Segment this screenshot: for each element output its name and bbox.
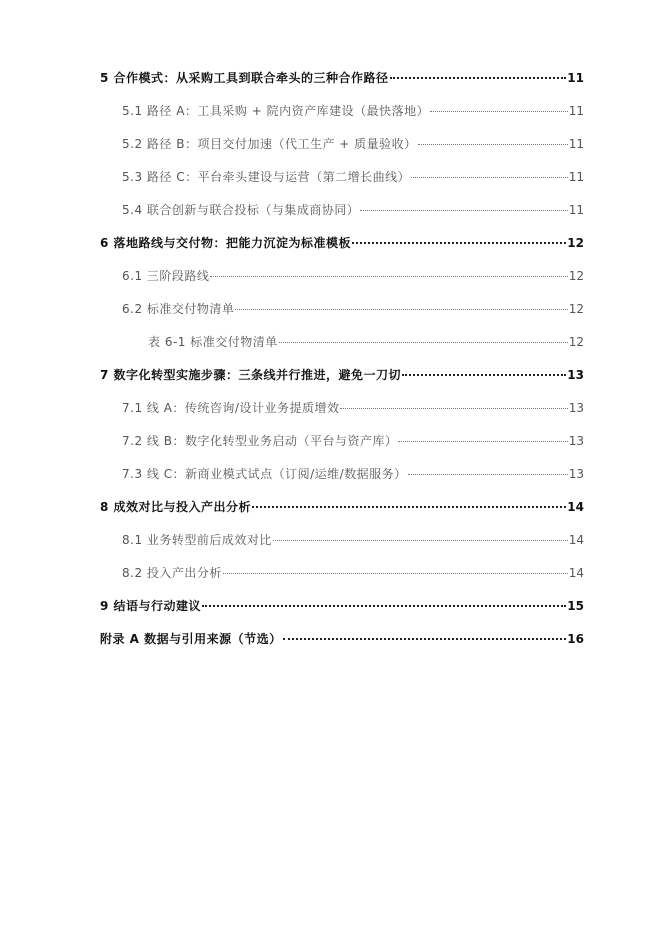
toc-entry-title: 5.1 路径 A：工具采购 + 院内资产库建设（最快落地） bbox=[122, 104, 430, 118]
toc-entry-title: 8.2 投入产出分析 bbox=[122, 566, 222, 580]
toc-entry-page: 14 bbox=[567, 500, 584, 514]
toc-entry[interactable] bbox=[100, 392, 584, 425]
toc-dot-leader bbox=[418, 134, 568, 145]
toc-dot-leader bbox=[279, 332, 568, 343]
toc-entry-page: 11 bbox=[568, 137, 584, 151]
toc-dot-leader bbox=[408, 464, 568, 475]
toc-dot-leader bbox=[273, 530, 568, 541]
toc-entry[interactable] bbox=[100, 524, 584, 557]
toc-entry-title: 7.3 线 C：新商业模式试点（订阅/运维/数据服务） bbox=[122, 467, 407, 481]
toc-dot-leader bbox=[235, 299, 567, 310]
toc-entry-page: 12 bbox=[568, 302, 584, 316]
toc-entry[interactable] bbox=[100, 590, 584, 623]
toc-dot-leader bbox=[398, 431, 567, 442]
toc-entry[interactable] bbox=[100, 227, 584, 260]
toc-entry-title: 7.2 线 B：数字化转型业务启动（平台与资产库） bbox=[122, 434, 398, 448]
toc-entry-page: 11 bbox=[567, 71, 584, 85]
toc-entry-title: 8.1 业务转型前后成效对比 bbox=[122, 533, 272, 547]
toc-entry-title: 附录 A 数据与引用来源（节选） bbox=[100, 632, 282, 646]
toc-entry[interactable] bbox=[100, 293, 584, 326]
toc-entry-page: 14 bbox=[568, 533, 584, 547]
toc-entry-title: 7 数字化转型实施步骤：三条线并行推进，避免一刀切 bbox=[100, 368, 402, 382]
toc-entry-page: 11 bbox=[568, 203, 584, 217]
toc-entry-page: 13 bbox=[568, 467, 584, 481]
toc-entry-page: 12 bbox=[568, 269, 584, 283]
toc-entry[interactable] bbox=[100, 623, 584, 656]
toc-entry-page: 13 bbox=[568, 434, 584, 448]
toc-entry-title: 6 落地路线与交付物：把能力沉淀为标准模板 bbox=[100, 236, 352, 250]
toc-dot-leader bbox=[390, 67, 567, 79]
toc-entry[interactable] bbox=[100, 260, 584, 293]
toc-entry-title: 8 成效对比与投入产出分析 bbox=[100, 500, 252, 514]
toc-entry-title: 5.2 路径 B：项目交付加速（代工生产 + 质量验收） bbox=[122, 137, 417, 151]
toc-entry-page: 13 bbox=[568, 401, 584, 415]
toc-entry-page: 11 bbox=[568, 170, 584, 184]
toc-entry[interactable] bbox=[100, 458, 584, 491]
toc-entry-page: 12 bbox=[568, 335, 584, 349]
toc-entry[interactable] bbox=[100, 128, 584, 161]
toc-dot-leader bbox=[360, 200, 567, 211]
toc-entry-title: 表 6-1 标准交付物清单 bbox=[148, 335, 278, 349]
table-of-contents bbox=[100, 62, 584, 656]
toc-entry-page: 12 bbox=[567, 236, 584, 250]
toc-entry[interactable] bbox=[100, 557, 584, 590]
toc-entry-page: 14 bbox=[568, 566, 584, 580]
toc-entry[interactable] bbox=[100, 326, 584, 359]
toc-entry-page: 15 bbox=[567, 599, 584, 613]
toc-dot-leader bbox=[202, 595, 566, 607]
toc-entry-page: 16 bbox=[567, 632, 584, 646]
toc-entry[interactable] bbox=[100, 359, 584, 392]
toc-entry-page: 13 bbox=[567, 368, 584, 382]
toc-entry[interactable] bbox=[100, 491, 584, 524]
toc-dot-leader bbox=[340, 398, 567, 409]
toc-dot-leader bbox=[430, 101, 568, 112]
toc-dot-leader bbox=[352, 232, 566, 244]
toc-entry-title: 9 结语与行动建议 bbox=[100, 599, 202, 613]
toc-dot-leader bbox=[252, 496, 566, 508]
toc-dot-leader bbox=[283, 628, 567, 640]
toc-entry-title: 5.3 路径 C：平台牵头建设与运营（第二增长曲线） bbox=[122, 170, 411, 184]
toc-entry[interactable] bbox=[100, 62, 584, 95]
toc-entry-title: 5 合作模式：从采购工具到联合牵头的三种合作路径 bbox=[100, 71, 389, 85]
toc-entry[interactable] bbox=[100, 95, 584, 128]
toc-entry-title: 7.1 线 A：传统咨询/设计业务提质增效 bbox=[122, 401, 340, 415]
toc-entry-page: 11 bbox=[568, 104, 584, 118]
toc-entry[interactable] bbox=[100, 425, 584, 458]
toc-entry[interactable] bbox=[100, 194, 584, 227]
toc-entry[interactable] bbox=[100, 161, 584, 194]
toc-dot-leader bbox=[402, 364, 566, 376]
toc-entry-title: 5.4 联合创新与联合投标（与集成商协同） bbox=[122, 203, 360, 217]
toc-dot-leader bbox=[210, 266, 567, 277]
toc-dot-leader bbox=[411, 167, 568, 178]
toc-dot-leader bbox=[223, 563, 568, 574]
toc-entry-title: 6.1 三阶段路线 bbox=[122, 269, 210, 283]
toc-entry-title: 6.2 标准交付物清单 bbox=[122, 302, 235, 316]
